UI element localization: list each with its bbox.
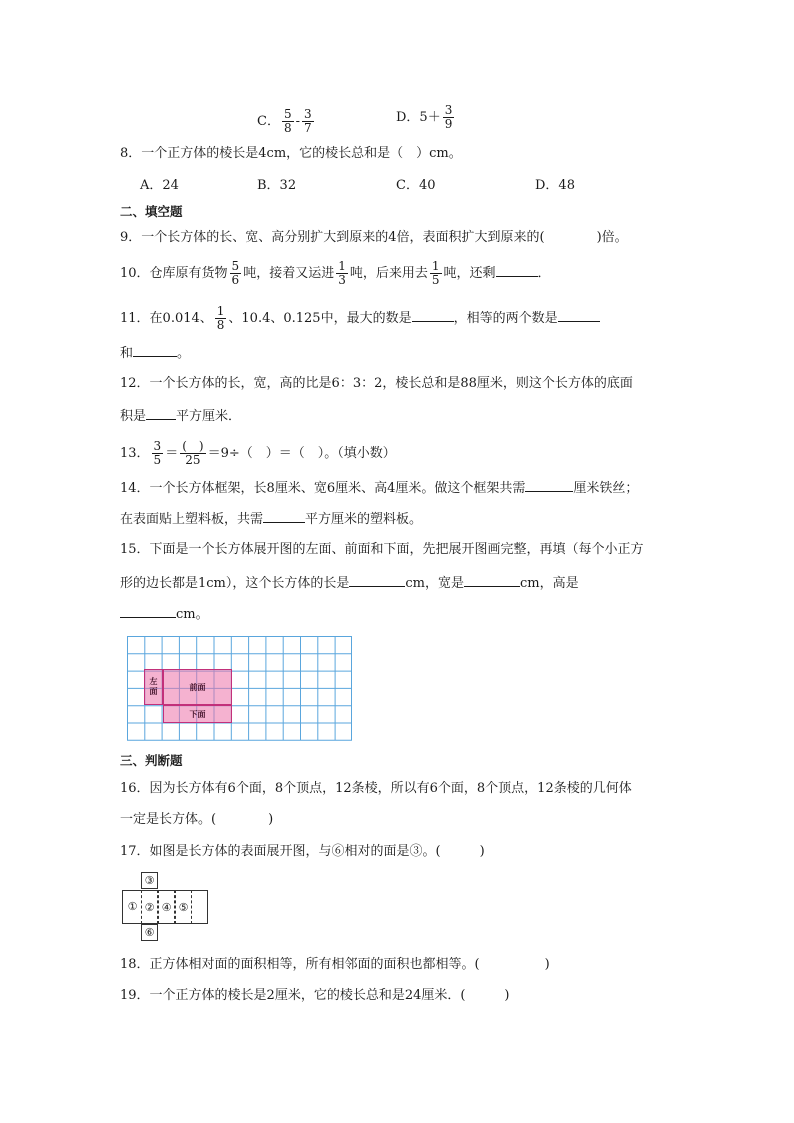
q12-text-line2: 积是 平方厘米． — [120, 405, 241, 427]
q15-text-line2: 形的边长都是1cm），这个长方体的长是 cm，宽是 cm，高是 — [120, 572, 579, 594]
left-face: 左面 — [144, 669, 163, 705]
q8-text: 8．一个正方体的棱长是4cm，它的棱长总和是（ ）cm。 — [120, 146, 462, 161]
q11-answer-blank-1[interactable] — [412, 307, 454, 322]
q11-answer-blank-2[interactable] — [558, 307, 600, 322]
q7-d-fraction: $\frac{3}{9}$ — [444, 103, 453, 131]
q13-fraction-2[interactable]: $\frac{( )}{25}$ — [182, 439, 204, 467]
q7-c-fraction-1: $\frac{5}{8}$ — [283, 107, 292, 135]
section-fill-in-title: 二、填空题 — [120, 204, 183, 219]
q15-answer-blank-width[interactable] — [464, 572, 520, 587]
net-face-3: ③ — [141, 872, 158, 889]
net-face-6: ⑥ — [141, 924, 158, 941]
q9-text: 9．一个长方体的长、宽、高分别扩大到原来的4倍，表面积扩大到原来的( )倍。 — [120, 230, 628, 245]
net-face-2: ② — [141, 890, 158, 924]
q15-grid-figure[interactable] — [127, 636, 352, 741]
q13-text: 13． $\frac{3}{5}$ ＝ $\frac{( )}{25}$ ＝9÷（ ）＝（ ）。（填小数） — [120, 439, 396, 467]
q13-fraction-1: $\frac{3}{5}$ — [153, 439, 162, 467]
q7-option-c[interactable]: C． $\frac{5}{8}$ - $\frac{3}{7}$ — [257, 107, 312, 135]
q15-answer-blank-height[interactable] — [120, 603, 176, 618]
q7-option-d[interactable]: D．5＋ $\frac{3}{9}$ — [396, 103, 453, 131]
net-face-4: ④ — [158, 890, 175, 924]
q14-text-line2: 在表面贴上塑料板，共需 平方厘米的塑料板。 — [120, 508, 422, 530]
section-judgement-title: 三、判断题 — [120, 753, 183, 768]
bottom-face: 下面 — [163, 705, 232, 723]
q15-answer-blank-length[interactable] — [349, 572, 405, 587]
q17-text: 17．如图是长方体的表面展开图，与⑥相对的面是③。( ) — [120, 844, 485, 859]
q12-text-line1: 12．一个长方体的长，宽，高的比是6：3：2，棱长总和是88厘米，则这个长方体的底面 — [120, 376, 633, 391]
q17-net-figure — [122, 872, 208, 942]
net-face-1: ① — [127, 900, 138, 913]
q14-answer-blank-1[interactable] — [525, 477, 573, 492]
q16-text-line1: 16．因为长方体有6个面，8个顶点，12条棱，所以有6个面，8个顶点，12条棱的几何体 — [120, 781, 632, 796]
q15-text-line3: cm。 — [120, 603, 209, 625]
front-face: 前面 — [163, 669, 232, 705]
q10-fraction-2: $\frac{1}{3}$ — [338, 259, 346, 287]
net-face-5: ⑤ — [175, 890, 192, 924]
q8-option-c[interactable]: C．40 — [396, 178, 436, 193]
q8-option-b[interactable]: B．32 — [257, 178, 297, 193]
q14-answer-blank-2[interactable] — [263, 508, 305, 523]
q11-answer-blank-3[interactable] — [133, 342, 177, 357]
q10-fraction-1: $\frac{5}{6}$ — [231, 259, 240, 287]
q11-text: 11．在0.014、 $\frac{1}{8}$ 、10.4、0.125中，最大的数是 ，相等的两个数是 — [120, 305, 600, 332]
q19-text: 19．一个正方体的棱长是2厘米，它的棱长总和是24厘米．( ) — [120, 988, 510, 1003]
q10-fraction-3: $\frac{1}{5}$ — [431, 259, 440, 287]
q16-text-line2: 一定是长方体。( ) — [120, 812, 274, 827]
q8-option-d[interactable]: D．48 — [535, 178, 575, 193]
q11-fraction: $\frac{1}{8}$ — [216, 304, 225, 332]
q10-text: 10．仓库原有货物 $\frac{5}{6}$ 吨，接着又运进 $\frac{1}{3}$ 吨，后来用去 $\frac{1}{5}$ 吨，还剩 ． — [120, 259, 551, 287]
q15-text-line1: 15．下面是一个长方体展开图的左面、前面和下面，先把展开图画完整，再填（每个小正方 — [120, 542, 644, 557]
q12-answer-blank[interactable] — [146, 405, 176, 420]
q11-text-line2: 和 。 — [120, 342, 190, 364]
q10-answer-blank[interactable] — [496, 262, 538, 277]
q14-text-line1: 14．一个长方体框架，长8厘米、宽6厘米、高4厘米。做这个框架共需 厘米铁丝； — [120, 477, 638, 499]
q8-option-a[interactable]: A．24 — [140, 178, 179, 193]
q18-text: 18．正方体相对面的面积相等，所有相邻面的面积也都相等。( ) — [120, 957, 550, 972]
q7-c-fraction-2: $\frac{3}{7}$ — [304, 107, 312, 135]
